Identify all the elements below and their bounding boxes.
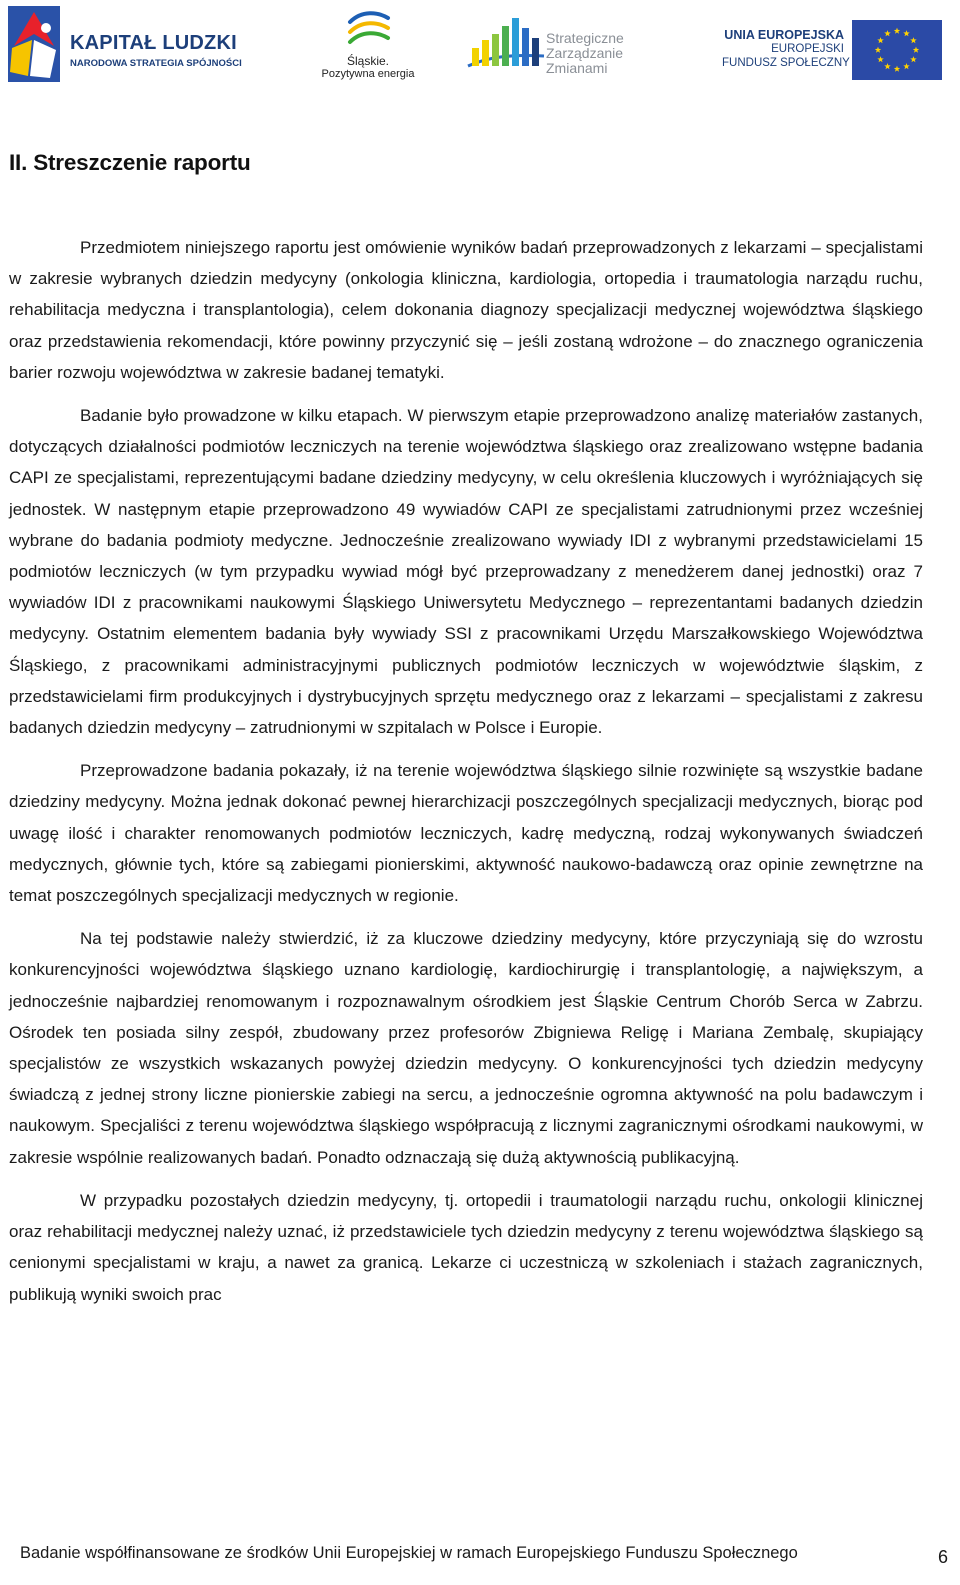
- page-footer: [20, 1544, 950, 1568]
- logo-bar: [0, 0, 960, 95]
- zmianami-line: Zmianami: [546, 60, 608, 76]
- strategiczne-zarzadzanie-text: [546, 31, 624, 76]
- slaskie-name: Śląskie.: [346, 54, 390, 68]
- slaskie-logo: [318, 8, 418, 84]
- eu-flag-icon: [852, 20, 942, 80]
- page-number: 6: [937, 1547, 948, 1567]
- paragraph: Przeprowadzone badania pokazały, iż na terenie województwa śląskiego silnie rozwinięte są wszystkie badane dziedziny medycyny. Można jednak dokonać pewnej hierarchizacji poszczególnych specjalizacji medycznych, biorąc pod uwagę ilość i charakter renomowanych podmiotów leczniczych, kadrę medyczną, rodzaj wykonywanych świadczeń medycznych, głównie tych, które są zabiegami pionierskimi, aktywność naukowo-badawczą oraz opinie zewnętrzne na temat poszczególnych specjalizacji medycznych w regionie.: [9, 761, 923, 906]
- slaskie-swirl-icon: [344, 8, 392, 54]
- strategiczne-line: Strategiczne: [546, 30, 624, 46]
- kapital-ludzki-logo: [8, 6, 258, 84]
- europejski-line: EUROPEJSKI: [771, 43, 844, 55]
- section-heading: II. Streszczenie raportu: [9, 150, 251, 175]
- paragraph: Na tej podstawie należy stwierdzić, iż za kluczowe dziedziny medycyny, które przyczyniają się do wzrostu konkurencyjności województwa śląskiego uznano kardiologię, kardiochirurgię i transplantologię, a największym, a jednocześnie najbardziej renomowanym i rozpoznawalnym ośrodkiem jest Śląskie Centrum Chorób Serca w Zabrzu. Ośrodek ten posiada silny zespół, zbudowany przez profesorów Zbigniewa Religę i Mariana Zembalę, skupiający specjalistów ze wszystkich wskazanych powyżej dziedzin medycyny. O konkurencyjności tych dziedzin medycyny świadczą z jednej strony liczne pionierskie zabiegi na sercu, a jednocześnie ogromna aktywność na polu badawczym i naukowym. Specjaliści z terenu województwa śląskiego współpracują z licznymi zagranicznymi ośrodkami naukowymi, w zakresie wspólnie realizowanych badań. Ponadto odznaczają się dużą aktywnością publikacyjną.: [9, 929, 923, 1167]
- paragraph: Badanie było prowadzone w kilku etapach. W pierwszym etapie przeprowadzono analizę materiałów zastanych, dotyczących działalności podmiotów leczniczych na terenie województwa śląskiego oraz zrealizowano wstępne badania CAPI ze specjalistami, reprezentującymi badane dziedziny medycyny, w celu określenia kluczowych i wyróżniających się jednostek. W następnym etapie przeprowadzono 49 wywiadów CAPI ze specjalistami zatrudnionymi przez wcześniej wybrane do badania podmioty medyczne. Jednocześnie zrealizowano wywiady IDI z wybranymi przedstawicielami 15 podmiotów leczniczych (w tym przypadku wywiad mógł być przeprowadzany z menedżerem danej jednostki) oraz 7 wywiadów IDI z pracownikami naukowymi Śląskiego Uniwersytetu Medycznego – reprezentantami badanych dziedzin medycyny. Ostatnim elementem badania były wywiady SSI z pracownikami Urzędu Marszałkowskiego Województwa Śląskiego, z pracownikami administracyjnymi publicznych podmiotów leczniczych w województwie śląskim, z przedstawicielami firm produkcyjnych i dystrybucyjnych sprzętu medycznego oraz z lekarzami – specjalistami z zakresu badanych dziedzin medycyny – zatrudnionymi w szpitalach w Polsce i Europie.: [9, 406, 923, 738]
- paragraph-list: [9, 232, 923, 1310]
- unia-europejska-logo: [722, 20, 944, 82]
- slaskie-tagline: Pozytywna energia: [321, 68, 415, 80]
- kapital-ludzki-title: KAPITAŁ LUDZKI: [70, 32, 237, 54]
- paragraph: Przedmiotem niniejszego raportu jest omówienie wyników badań przeprowadzonych z lekarzami – specjalistami w zakresie wybranych dziedzin medycyny (onkologia kliniczna, kardiologia, ortopedia i traumatologia narządu ruchu, rehabilitacja medyczna i transplantologia), celem dokonania diagnozy specjalizacji medycznej województwa śląskiego oraz przedstawienia rekomendacji, które powinny przyczynić się – jeśli zostaną wdrożone – do znacznego ograniczenia barier rozwoju województwa w zakresie badanej tematyki.: [9, 238, 923, 382]
- bar-graph-emblem-icon: [466, 14, 546, 76]
- paragraph: W przypadku pozostałych dziedzin medycyny, tj. ortopedii i traumatologii narządu ruchu, onkologii klinicznej oraz rehabilitacji medycznej należy uznać, iż przedstawiciele tych dziedzin medycyny z terenu województwa śląskiego są cenionymi specjalistami w kraju, a nawet za granicą. Lekarze ci uczestniczą w szkoleniach i stażach zagranicznych, publikują wyniki swoich prac: [9, 1190, 923, 1304]
- unia-europejska-line: UNIA EUROPEJSKA: [724, 28, 844, 42]
- fundusz-spoleczny-line: FUNDUSZ SPOŁECZNY: [722, 57, 850, 69]
- kapital-ludzki-subtitle: NARODOWA STRATEGIA SPÓJNOŚCI: [70, 58, 242, 69]
- footer-funding-note: Badanie współfinansowane ze środków Unii Europejskiej w ramach Europejskiego Funduszu Społecznego: [20, 1544, 798, 1562]
- document-body: [9, 150, 923, 1322]
- strategiczne-zarzadzanie-logo: [466, 14, 666, 80]
- zarzadzanie-line: Zarządzanie: [546, 45, 624, 61]
- kapital-ludzki-emblem-icon: [8, 6, 60, 82]
- unia-europejska-text: [722, 28, 850, 70]
